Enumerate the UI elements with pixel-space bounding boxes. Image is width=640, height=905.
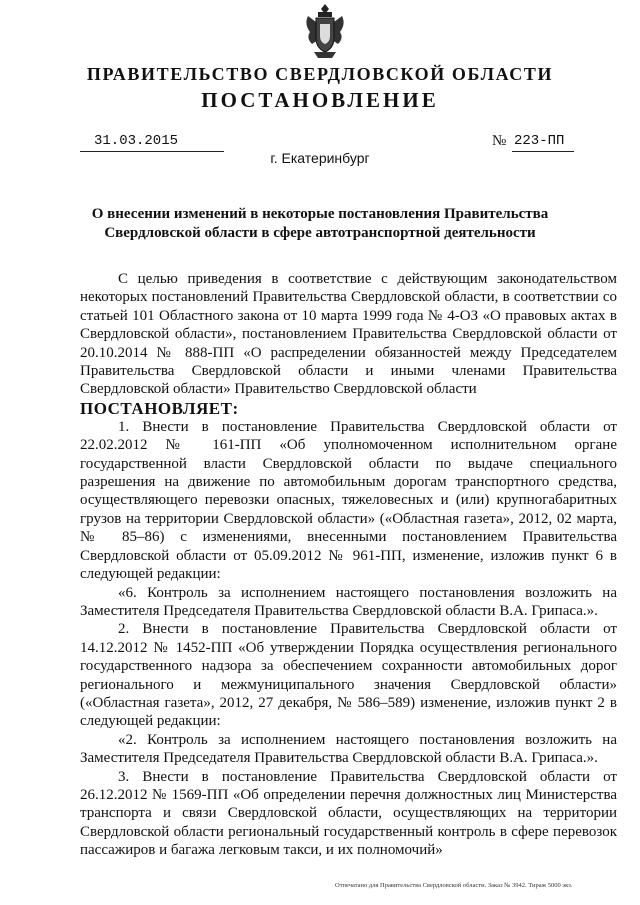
resolves-heading: ПОСТАНОВЛЯЕТ: — [80, 398, 239, 418]
print-footer: Отпечатано для Правительства Свердловской области. Заказ № 3942. Тираж 5000 экз. — [335, 882, 573, 889]
document-body — [80, 270, 617, 860]
item-3-paragraph: 3. Внести в постановление Правительства Свердловской области от 26.12.2012 № 1569-ПП «Об определении перечня должностных лиц Министерства транспорта и связи Свердловской области, осуществляющих на территории Свердловской области региональный государственный контроль в сфере перевозок пассажиров и багажа легковым такси, и их полномочий» — [80, 768, 617, 859]
coat-of-arms-icon — [302, 2, 348, 60]
heading-line-2: Свердловской области в сфере автотранспортной деятельности — [104, 225, 536, 241]
item-1-paragraph: 1. Внести в постановление Правительства Свердловской области от 22.02.2012 № 161-ПП «Об уполномоченном исполнительном органе государственной власти Свердловской области по выдаче специального разрешения на движение по автомобильным дорогам транспортного средства, осуществляющего перевозки опасных, тяжеловесных и (или) крупногабаритных грузов на территории Свердловской области» («Областная газета», 2012, 02 марта, № 85–86) с изменениями, внесенными постановлением Правительства Свердловской области от 05.09.2012 № 961-ПП, изменение, изложив пункт 6 в следующей редакции: — [80, 418, 617, 583]
preamble-paragraph: С целью приведения в соответствие с действующим законодательством некоторых постановлений Правительства Свердловской области, в соответствии со статьей 101 Областного закона от 10 марта 1999 года № 4-ОЗ «О правовых актах в Свердловской области», постановлением Правительства Свердловской области от 20.10.2014 № 888-ПП «О распределении обязанностей между Председателем Правительства Свердловской области и иными членами Правительства Свердловской области» Правительство Свердловской области — [80, 271, 617, 398]
item-2-quote: «2. Контроль за исполнением настоящего постановления возложить на Заместителя Председателя Правительства Свердловской области В.А. Грипаса.». — [80, 731, 617, 767]
heading-line-1: О внесении изменений в некоторые постановления Правительства — [91, 206, 549, 222]
number-label: № — [492, 133, 507, 149]
document-date: 31.03.2015 — [94, 133, 179, 149]
document-heading — [90, 205, 550, 243]
government-title: ПРАВИТЕЛЬСТВО СВЕРДЛОВСКОЙ ОБЛАСТИ — [86, 64, 554, 84]
city: г. Екатеринбург — [270, 150, 370, 166]
document-number: 223-ПП — [514, 133, 565, 149]
document-type: ПОСТАНОВЛЕНИЕ — [201, 88, 439, 112]
item-1-quote: «6. Контроль за исполнением настоящего постановления возложить на Заместителя Председателя Правительства Свердловской области В.А. Грипаса.». — [80, 584, 617, 619]
item-2-paragraph: 2. Внести в постановление Правительства Свердловской области от 14.12.2012 № 1452-ПП «Об утверждении Порядка осуществления регионального государственного надзора за обеспечением сохранности автомобильных дорог регионального и межмуниципального значения Свердловской области» («Областная газета», 2012, 27 декабря, № 586–589) изменение, изложив пункт 2 в следующей редакции: — [80, 621, 617, 730]
